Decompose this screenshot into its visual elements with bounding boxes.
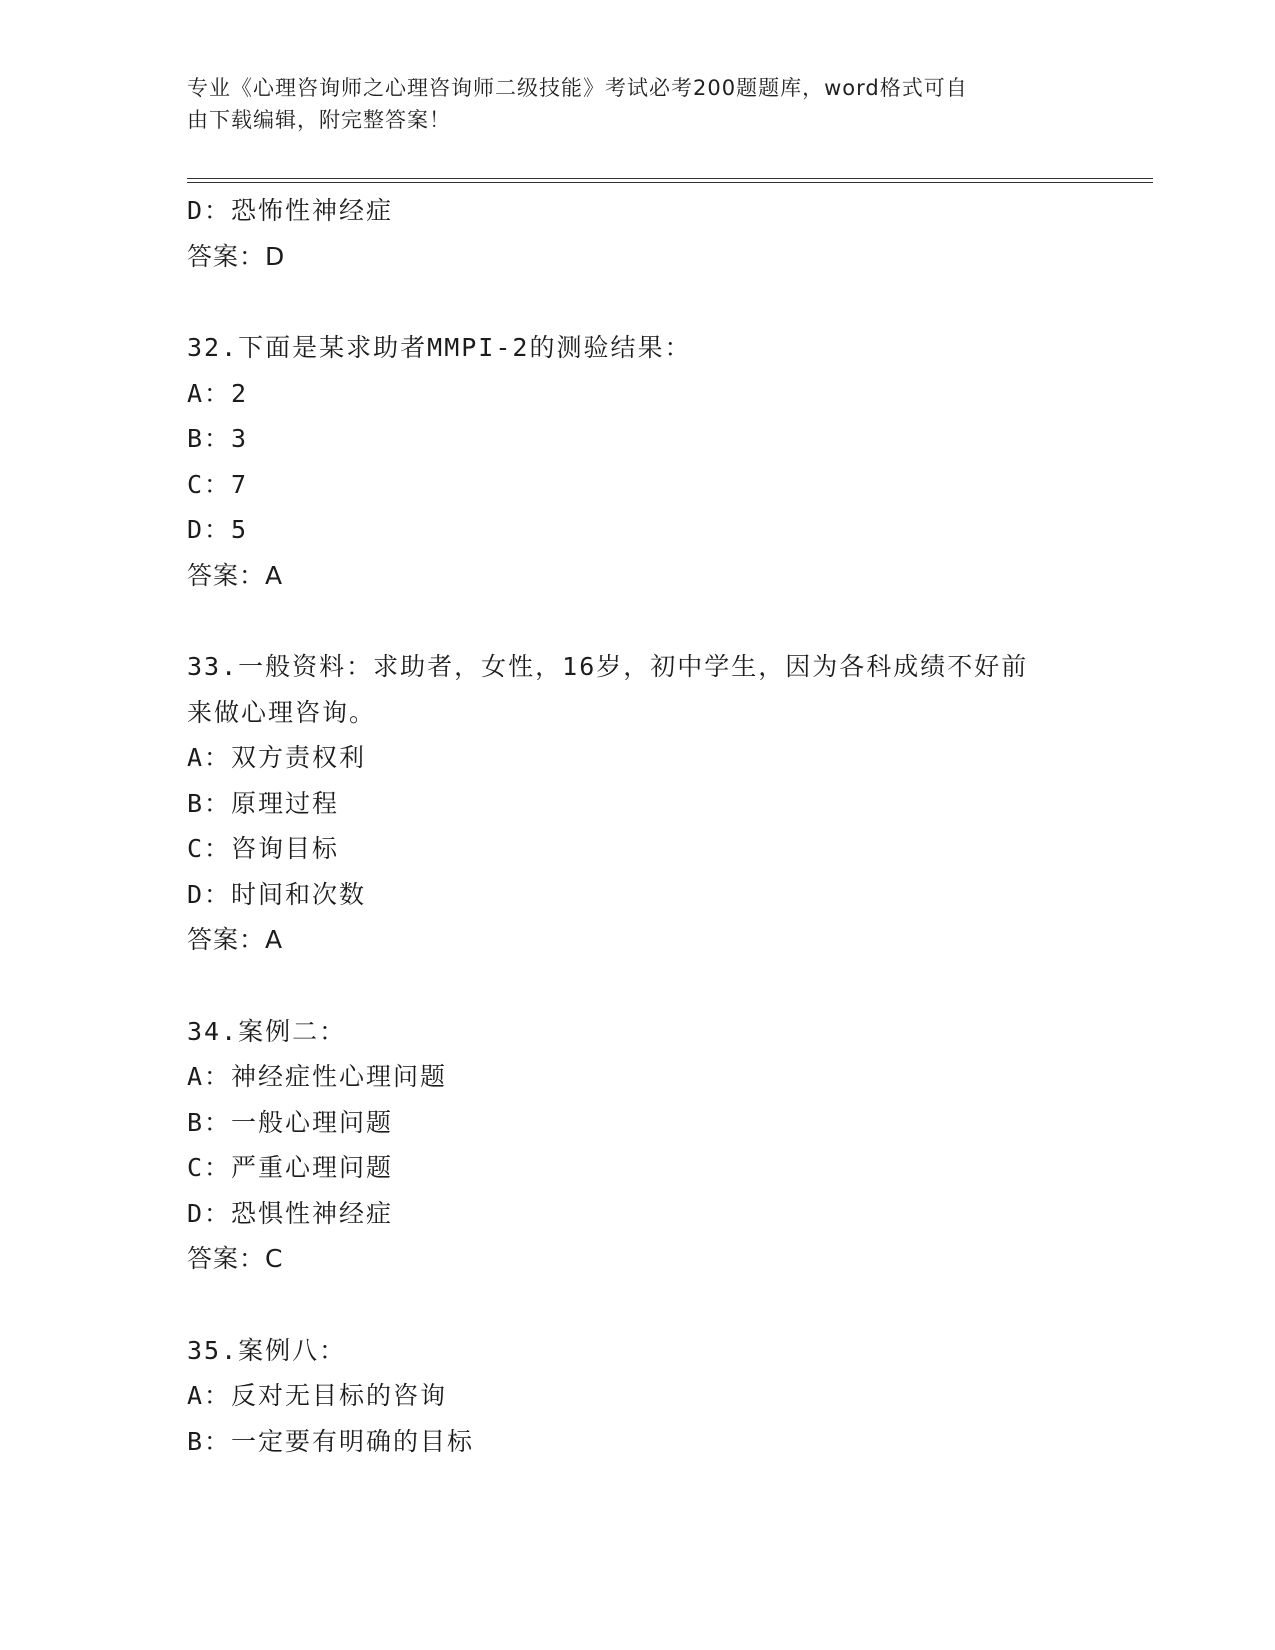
option-a: A：反对无目标的咨询 [187, 1381, 448, 1410]
question-stem-line-2: 来做心理咨询。 [187, 697, 377, 727]
header-line-2: 由下载编辑，附完整答案！ [187, 108, 451, 132]
answer-line: 答案：D [187, 241, 286, 271]
option-b: B：3 [187, 424, 249, 453]
question-block-33 [187, 644, 1087, 963]
header-divider-top [187, 178, 1153, 179]
question-list [187, 188, 1087, 1464]
option-a: A：双方责权利 [187, 743, 367, 772]
option-c: C：7 [187, 469, 249, 499]
question-block-35 [187, 1328, 1087, 1465]
option-a: A：神经症性心理问题 [187, 1062, 448, 1091]
option-b: B：一般心理问题 [187, 1107, 394, 1137]
question-stem: 32.下面是某求助者MMPI-2的测验结果： [187, 333, 692, 362]
option-c: C：严重心理问题 [187, 1153, 394, 1182]
option-b: B：原理过程 [187, 788, 340, 818]
option-d: D：5 [187, 515, 249, 544]
question-block-31 [187, 188, 1087, 279]
spacer [187, 1282, 1087, 1328]
option-c: C：咨询目标 [187, 834, 340, 863]
option-b: B：一定要有明确的目标 [187, 1426, 475, 1456]
header-divider-bottom [187, 182, 1153, 183]
spacer [187, 963, 1087, 1009]
spacer [187, 279, 1087, 325]
answer-line: 答案：A [187, 925, 284, 954]
option-a: A：2 [187, 378, 249, 408]
spacer [187, 598, 1087, 644]
option-d: D：恐惧性神经症 [187, 1198, 394, 1228]
question-stem: 35.案例八： [187, 1335, 347, 1365]
question-stem-line-1: 33.一般资料：求助者，女性，16岁，初中学生，因为各科成绩不好前 [187, 652, 1029, 681]
option-d: D：时间和次数 [187, 879, 367, 909]
answer-line: 答案：C [187, 1244, 284, 1273]
document-header [187, 72, 1067, 136]
question-block-32 [187, 325, 1087, 598]
answer-line: 答案：A [187, 560, 284, 590]
question-stem: 34.案例二： [187, 1016, 347, 1046]
question-block-34 [187, 1009, 1087, 1282]
option-d: D：恐怖性神经症 [187, 196, 394, 225]
header-line-1: 专业《心理咨询师之心理咨询师二级技能》考试必考200题题库，word格式可自 [187, 76, 968, 100]
